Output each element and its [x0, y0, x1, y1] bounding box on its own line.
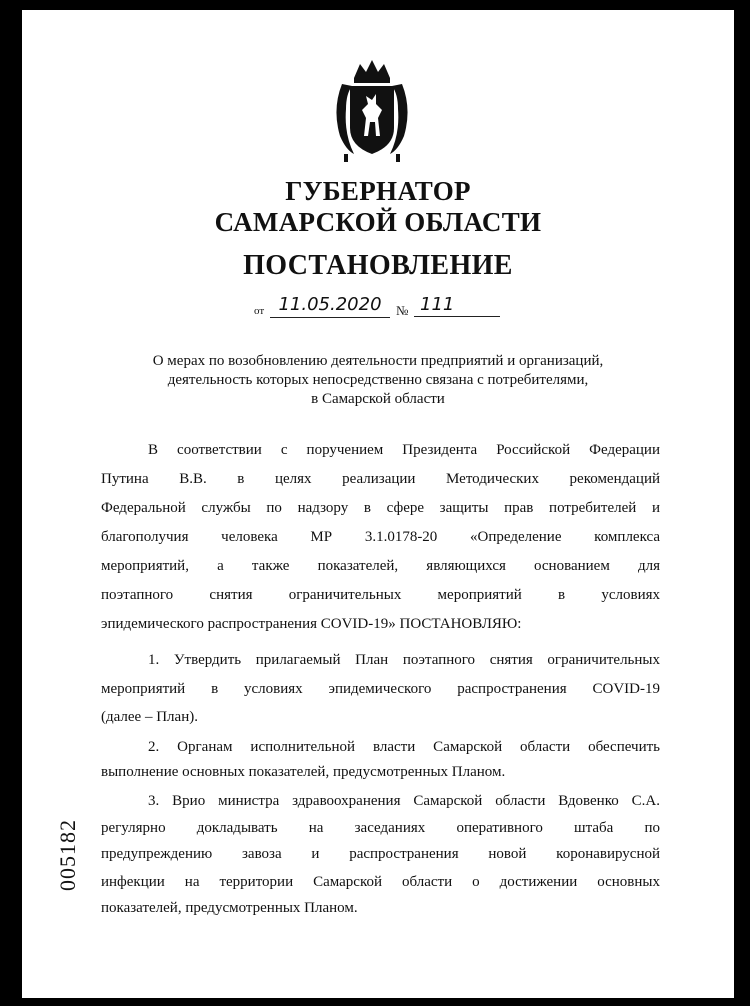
- date-number-line: [254, 295, 514, 319]
- number-label: №: [396, 303, 409, 318]
- subject-line: О мерах по возобновлению деятельности предприятий и организаций,: [152, 353, 604, 369]
- body-line: эпидемического распространения COVID-19» ПОСТАНОВЛЯЮ:: [101, 616, 522, 632]
- body-line: мероприятий, а также показателей, являющихся основанием для: [101, 558, 660, 574]
- body-line: выполнение основных показателей, предусмотренных Планом.: [101, 764, 506, 780]
- subject-line: в Самарской области: [311, 391, 445, 407]
- body-line: (далее – План).: [101, 709, 198, 725]
- serial-number: 005182: [55, 819, 80, 891]
- body-line: инфекции на территории Самарской области о достижении основных: [101, 874, 660, 890]
- document-subject: [82, 352, 674, 409]
- body-line: Путина В.В. в целях реализации Методических рекомендаций: [101, 471, 660, 487]
- body-line: регулярно докладывать на заседаниях оперативного штаба по: [101, 820, 660, 836]
- body-line: Федеральной службы по надзору в сфере защиты прав потребителей и: [101, 500, 660, 516]
- region-title: САМАРСКОЙ ОБЛАСТИ: [214, 207, 542, 237]
- body-line: 3. Врио министра здравоохранения Самарской области Вдовенко С.А.: [148, 793, 660, 809]
- coat-of-arms-emblem: [324, 54, 420, 164]
- document-number: 111: [414, 295, 500, 317]
- governor-title: ГУБЕРНАТОР: [285, 176, 471, 206]
- body-line: показателей, предусмотренных Планом.: [101, 900, 358, 916]
- side-serial-stamp: [54, 816, 82, 896]
- body-line: мероприятий в условиях эпидемического распространения COVID-19: [101, 681, 660, 697]
- date-label: от: [254, 305, 265, 317]
- body-line: 2. Органам исполнительной власти Самарской области обеспечить: [148, 739, 660, 755]
- body-line: В соответствии с поручением Президента Российской Федерации: [148, 442, 660, 458]
- document-page: [22, 10, 734, 998]
- document-date: 11.05.2020: [270, 295, 390, 318]
- body-line: 1. Утвердить прилагаемый План поэтапного снятия ограничительных: [148, 652, 660, 668]
- document-type-title: ПОСТАНОВЛЕНИЕ: [243, 250, 513, 281]
- body-line: благополучия человека МР 3.1.0178-20 «Определение комплекса: [101, 529, 660, 545]
- subject-line: деятельность которых непосредственно связана с потребителями,: [167, 372, 589, 388]
- body-line: предупреждению завоза и распространения новой коронавирусной: [101, 846, 660, 862]
- body-line: поэтапного снятия ограничительных мероприятий в условиях: [101, 587, 660, 603]
